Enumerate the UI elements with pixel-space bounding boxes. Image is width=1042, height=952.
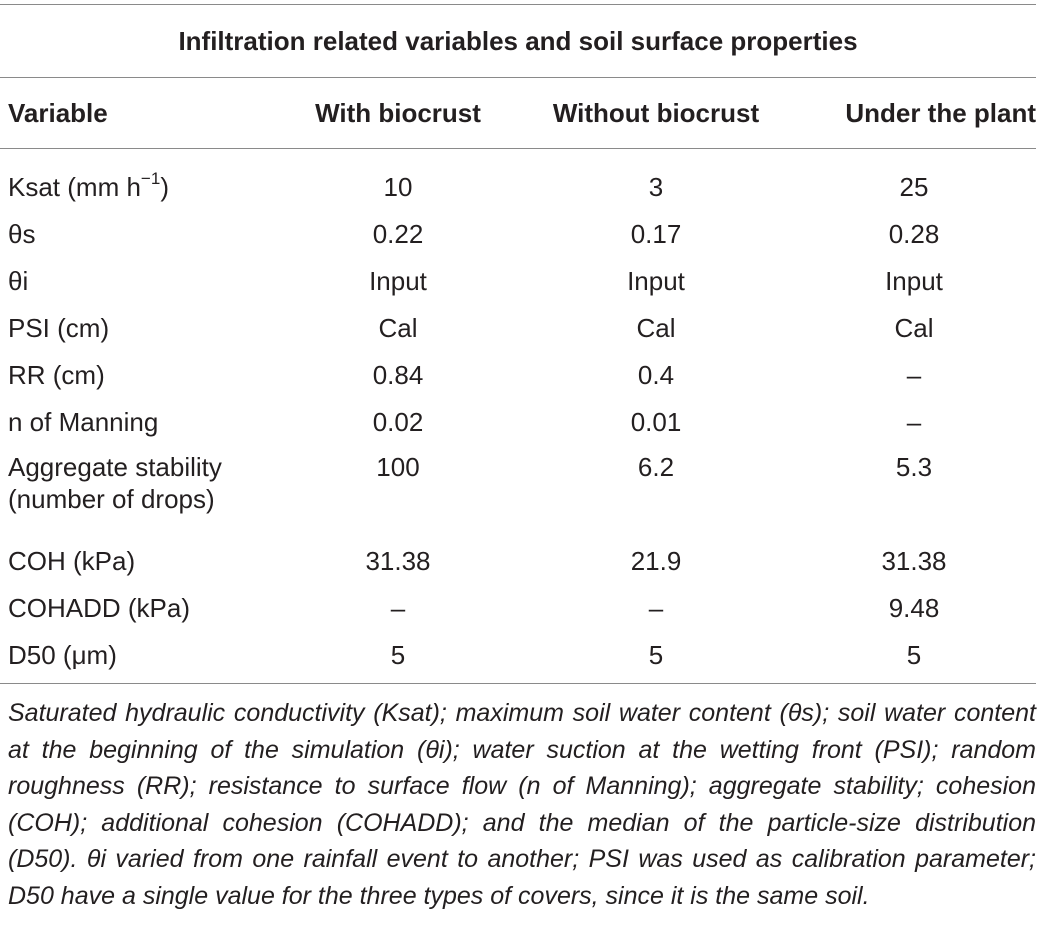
cell-without-biocrust: Input	[627, 265, 685, 296]
cell-under-plant: 5	[906, 639, 922, 670]
row-label: COHADD (kPa)	[8, 592, 191, 623]
cell-under-plant: –	[906, 406, 922, 437]
cell-without-biocrust: 3	[648, 171, 664, 202]
row-label: D50 (μm)	[8, 639, 117, 670]
top-rule	[0, 4, 1036, 5]
row-label: n of Manning	[8, 406, 159, 437]
table-row	[0, 351, 1036, 398]
cell-without-biocrust: 6.2	[637, 452, 675, 482]
row-label: Aggregate stability (number of drops)	[8, 452, 222, 514]
cell-without-biocrust: 21.9	[630, 545, 682, 576]
cell-with-biocrust: 0.02	[372, 406, 424, 437]
cell-with-biocrust: 100	[376, 452, 420, 482]
cell-with-biocrust: 10	[383, 171, 413, 202]
row-label: PSI (cm)	[8, 312, 110, 343]
column-header-without-biocrust: Without biocrust	[552, 97, 760, 128]
cell-with-biocrust: 0.84	[372, 359, 424, 390]
cell-without-biocrust: 0.17	[630, 218, 682, 249]
table-row	[0, 537, 1036, 584]
bottom-rule	[0, 683, 1036, 684]
cell-with-biocrust: 31.38	[365, 545, 431, 576]
table-row	[0, 210, 1036, 257]
table-row	[0, 398, 1036, 445]
table-row	[0, 257, 1036, 304]
column-header-variable: Variable	[8, 97, 108, 128]
column-header-with-biocrust: With biocrust	[315, 97, 481, 128]
row-label: θs	[8, 218, 36, 249]
table-row	[0, 631, 1036, 678]
cell-under-plant: –	[906, 359, 922, 390]
cell-under-plant: 5.3	[895, 452, 933, 482]
column-header-under-plant: Under the plant	[845, 97, 1036, 128]
cell-under-plant: 9.48	[888, 592, 940, 623]
table-row	[0, 584, 1036, 631]
cell-with-biocrust: 0.22	[372, 218, 424, 249]
cell-under-plant: 31.38	[881, 545, 947, 576]
row-label: Ksat (mm $h^{-1}$)	[8, 168, 169, 202]
cell-under-plant: 25	[899, 171, 929, 202]
cell-with-biocrust: 5	[390, 639, 406, 670]
header-row	[0, 85, 1036, 149]
cell-without-biocrust: Cal	[636, 312, 676, 343]
row-label: RR (cm)	[8, 359, 105, 390]
table-row	[0, 445, 1036, 537]
cell-under-plant: 0.28	[888, 218, 940, 249]
row-label: θi	[8, 265, 29, 296]
cell-without-biocrust: 0.4	[637, 359, 675, 390]
row-label: COH (kPa)	[8, 545, 136, 576]
cell-without-biocrust: –	[648, 592, 664, 623]
cell-without-biocrust: 0.01	[630, 406, 682, 437]
cell-without-biocrust: 5	[648, 639, 664, 670]
table-footnote: Saturated hydraulic conductivity (Ksat); maximum soil water content (θs); soil water content at the beginning of the simulation (θi); water suction at the wetting front (PSI); random roughness (RR); resistance to surface flow (n of Manning); aggregate stability; cohesion (COH); additional cohesion (COHADD); and the median of the particle-size distribution (D50). θi varied from one rainfall event to another; PSI was used as calibration parameter; D50 have a single value for the three types of covers, since it is the same soil.	[8, 699, 1036, 910]
cell-with-biocrust: Cal	[378, 312, 418, 343]
cell-under-plant: Input	[885, 265, 943, 296]
cell-with-biocrust: Input	[369, 265, 427, 296]
data-table	[0, 85, 1036, 678]
cell-with-biocrust: –	[390, 592, 406, 623]
table-row	[0, 163, 1036, 210]
caption-rule	[0, 77, 1036, 78]
cell-under-plant: Cal	[894, 312, 934, 343]
table-row	[0, 304, 1036, 351]
table-caption: Infiltration related variables and soil surface properties	[178, 26, 858, 56]
